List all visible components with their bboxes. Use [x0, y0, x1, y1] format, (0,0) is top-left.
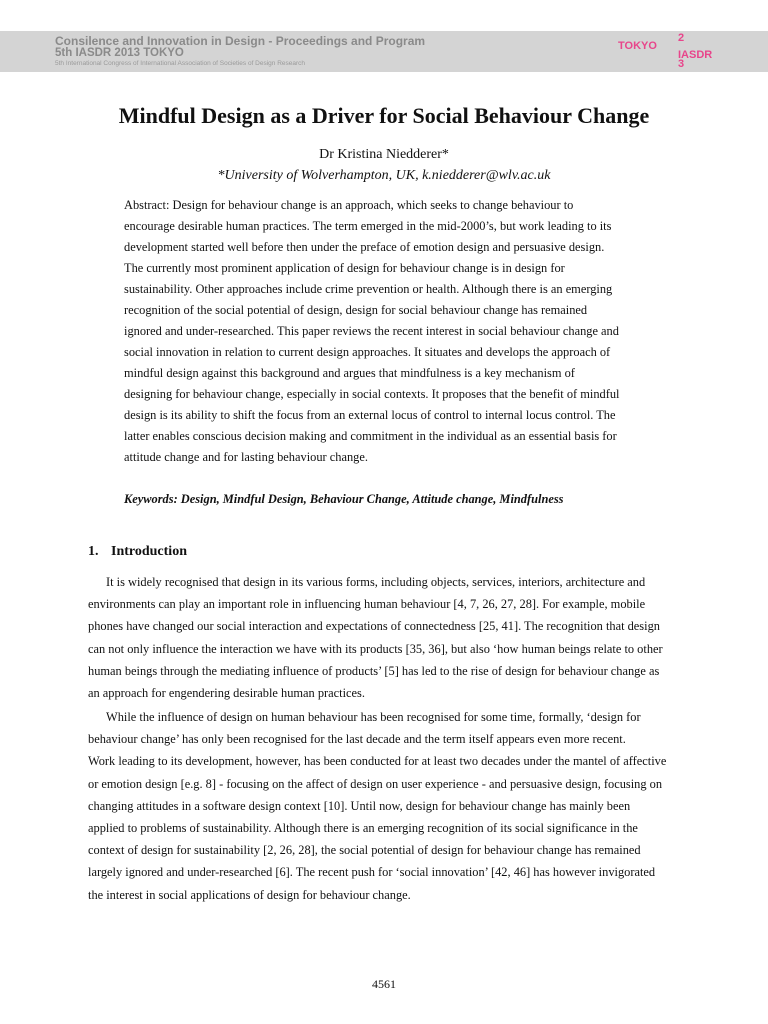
paragraph-line: human beings through the mediating influence of products’ [5] has led to the rise of design for behaviour change as	[88, 663, 660, 678]
abstract-line: attitude change and for lasting behaviour change.	[124, 450, 368, 464]
section-number: 1.	[88, 544, 99, 559]
abstract-line: development started well before then under the preface of emotion design and persuasive design.	[124, 240, 605, 254]
section-heading	[88, 544, 187, 560]
abstract-line: The currently most prominent application of design for behaviour change is in design for	[124, 261, 565, 275]
abstract-line: recognition of the social potential of design, design for social behaviour change has remained	[124, 303, 588, 317]
section-title: Introduction	[111, 544, 187, 559]
paragraph-line: behaviour change’ has only been recognised for the last decade and the term itself appears even more recent.	[88, 732, 626, 747]
conference-header	[0, 31, 768, 72]
abstract-line: sustainability. Other approaches include crime prevention or health. Although there is an emerging	[124, 282, 613, 296]
abstract-line: encourage desirable human practices. The term emerged in the mid-2000’s, but work leading to its	[124, 219, 612, 233]
body-paragraph-2	[88, 706, 683, 906]
body-paragraph-1	[88, 571, 683, 704]
paragraph-line: changing attitudes in a software design context [10]. Until now, design for behaviour change has mainly been	[88, 798, 631, 813]
paper-title: Mindful Design as a Driver for Social Behaviour Change	[118, 103, 650, 128]
paragraph-line: applied to problems of sustainability. Although there is an emerging recognition of its social significance in the	[88, 821, 638, 836]
author-name: Dr Kristina Niedderer*	[319, 147, 449, 162]
paragraph-line: context of design for sustainability [2, 26, 28], the social potential of design for behaviour change has remained	[88, 843, 641, 858]
conference-edition: 5th IASDR 2013 TOKYO	[55, 47, 184, 59]
abstract	[124, 195, 654, 468]
logo-digit-2: 2	[678, 32, 685, 44]
paragraph-line: phones have changed our social interaction and expectations of connectedness [25, 41]. The recognition that design	[88, 619, 660, 634]
paragraph-line: or emotion design [e.g. 8] - focusing on the affect of design on user experience - and persuasive design, focusing on	[88, 776, 663, 791]
iasdr-logo	[616, 31, 726, 72]
paragraph-line: the interest in social applications of design for behaviour change.	[88, 887, 411, 902]
paragraph-line: Work leading to its development, however, has been conducted for at least two decades under the mantel of affective	[88, 754, 667, 769]
paragraph-line: It is widely recognised that design in its various forms, including objects, services, interiors, architecture and	[106, 575, 646, 589]
keywords: Keywords: Design, Mindful Design, Behaviour Change, Attitude change, Mindfulness	[124, 492, 564, 506]
abstract-line: latter enables conscious decision making and commitment in the individual as an essential basis for	[124, 429, 617, 443]
abstract-line: Abstract: Design for behaviour change is an approach, which seeks to change behaviour to	[124, 198, 574, 212]
conference-title: Consilence and Innovation in Design - Proceedings and Program	[55, 34, 426, 48]
abstract-line: ignored and under-researched. This paper reviews the recent interest in social behaviour change and	[124, 324, 619, 338]
author-affiliation: *University of Wolverhampton, UK, k.niedderer@wlv.ac.uk	[217, 168, 551, 183]
abstract-line: design is its ability to shift the focus from an external locus of control to internal locus control. The	[124, 408, 616, 422]
abstract-line: mindful design against this background and argues that mindfulness is a key mechanism of	[124, 366, 575, 380]
paragraph-line: While the influence of design on human behaviour has been recognised for some time, formally, ‘design for	[106, 710, 641, 724]
abstract-line: social innovation in relation to current design approaches. It situates and develops the approach of	[124, 345, 611, 359]
abstract-line: designing for behaviour change, especially in social contexts. It proposes that the benefit of mindful	[124, 387, 620, 401]
paragraph-line: largely ignored and under-researched [6]. The recent push for ‘social innovation’ [42, 46] has however invigorated	[88, 865, 656, 880]
paragraph-line: can not only influence the interaction we have with its products [35, 36], but also ‘how human beings relate to other	[88, 641, 663, 656]
page-number: 4561	[372, 977, 396, 991]
logo-digit-3: 3	[678, 58, 685, 70]
logo-iasdr: IASDR	[678, 49, 713, 61]
paragraph-line: an approach for engendering desirable human practices.	[88, 686, 365, 701]
logo-tokyo: TOKYO	[618, 40, 657, 52]
conference-fullname: 5th International Congress of International Association of Societies of Design Research	[55, 60, 306, 67]
paragraph-line: environments can play an important role in influencing human behaviour [4, 7, 26, 27, 28]. For example, mobile	[88, 597, 646, 612]
